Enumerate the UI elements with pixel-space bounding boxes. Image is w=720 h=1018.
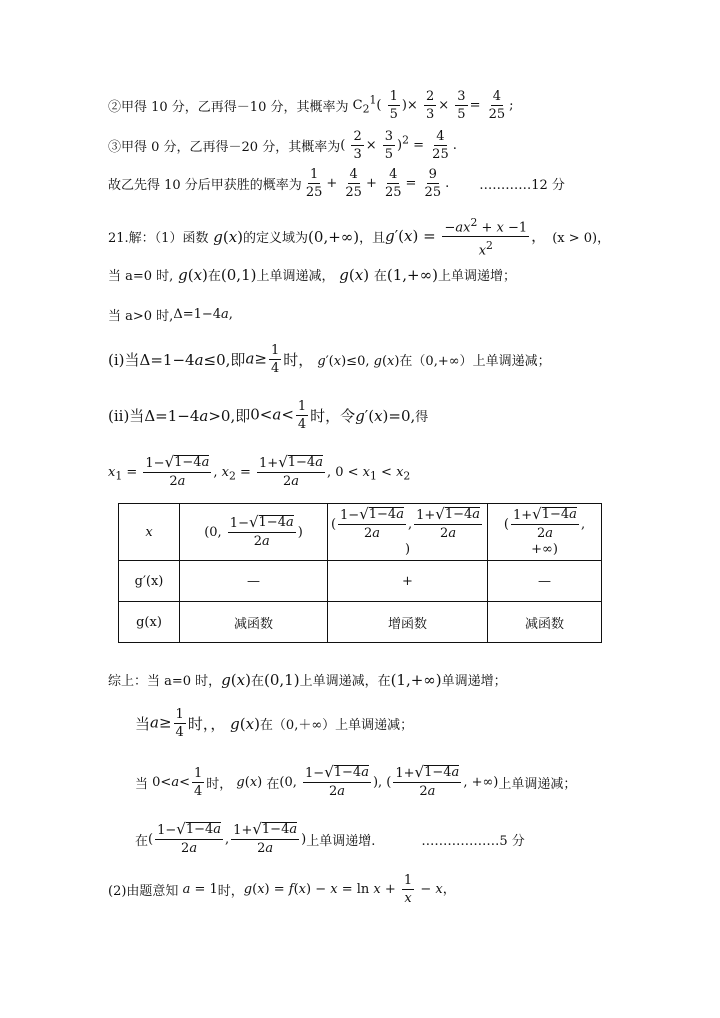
part2-lead: (2)由题意知	[108, 884, 179, 899]
summary-2-cond: a≥ $\frac{1}{4}$	[150, 707, 184, 740]
table-row	[119, 602, 602, 643]
monotone-cell: 减函数	[180, 602, 328, 643]
domain-interval: (0,+∞)	[308, 227, 360, 246]
g-of-x: g(x)	[213, 227, 244, 246]
part2-t1: 时，	[217, 884, 244, 899]
case-i-mid: 即	[230, 351, 246, 369]
case-a0-in: 在	[207, 269, 221, 284]
summary-3-cond: 0<a< $\frac{1}{4}$	[148, 766, 203, 799]
summary-4-lead: 在	[135, 834, 149, 849]
derivative-formula: g′(x) = $\frac{-ax^2 + x -1}{x^2}$ ，	[385, 216, 547, 259]
summary-line-1	[108, 670, 507, 689]
g-of-x-s3: g(x)	[236, 775, 267, 790]
case-ii-end: 得	[415, 410, 429, 425]
roots-line	[108, 455, 410, 490]
g-of-x-a0: g(x)	[178, 265, 208, 284]
case-i-line	[108, 342, 551, 377]
interval-1-inf-s: (1,+∞)	[390, 670, 442, 689]
interval-col-1: (0, 1− √ 1−4a 2a )	[180, 504, 328, 561]
prob-line-3-text: ③甲得 0 分，乙再得－20 分，其概率为	[108, 140, 341, 155]
case-i-delta: Δ=1−4a≤0,	[139, 350, 231, 369]
prob-line-2	[108, 88, 514, 123]
case-apos-line	[108, 305, 233, 324]
part2-line	[108, 872, 456, 907]
summary-2-lead: 当	[135, 715, 151, 733]
summary-1-t2: 上单调递减，在	[299, 674, 391, 689]
summary-1-t1: 在	[250, 674, 264, 689]
summary-3-t2: 在	[266, 777, 280, 792]
g-of-x-s1: g(x)	[221, 670, 251, 689]
prob-total-formula: $\frac{1}{25}$ + $\frac{4}{25}$ + $\frac{4}{25}$ = $\frac{9}{25}$ .	[305, 167, 450, 200]
table-row	[119, 504, 602, 561]
interval-col-3: ( 1+ √ 1−4a 2a , +∞)	[488, 504, 602, 561]
prob-line-2-formula: $C_2^1$( $\frac{1}{5}$ )× $\frac{2}{3}$ × $\frac{3}{5}$ = $\frac{4}{25}$ ;	[348, 89, 514, 122]
case-a0-dec: 上单调递减，	[256, 269, 335, 284]
prob-line-3	[108, 128, 457, 163]
interval-1-inf: (1,+∞)	[386, 265, 438, 284]
summary-line-2	[135, 706, 413, 741]
q21-domain-text: 的定义域为	[243, 231, 309, 247]
case-i-head: (i)当	[108, 351, 140, 369]
summary-3-t3: 上单调递减；	[498, 777, 577, 792]
delta-formula: Δ=1−4a,	[173, 307, 233, 322]
q21-condition: (x > 0)，	[552, 231, 611, 247]
derivative-row-label: g′(x)	[119, 561, 180, 602]
case-ii-cond: 0<a< $\frac{1}{4}$	[250, 399, 307, 432]
prob-line-2-text: ②甲得 10 分，乙再得－10 分，其概率为	[108, 100, 349, 115]
prob-total-text: 故乙先得 10 分后甲获胜的概率为	[108, 178, 302, 193]
summary-2-t1: 时，，	[187, 715, 226, 733]
summary-4-interval: ( 1− √ 1−4a 2a , 1+ √ 1−4a 2a )	[148, 820, 307, 856]
case-i-result: g′(x)≤0, g(x)在（0,+∞）	[317, 354, 473, 369]
sign-cell: —	[488, 561, 602, 602]
score-mark-12: …………12 分	[479, 178, 565, 193]
q21-head: 21.解：（1）函数	[108, 231, 209, 247]
summary-3-intervals: (0, 1− √ 1−4a 2a ), ( 1+ √ 1−4a 2a , +∞)	[279, 763, 499, 799]
g-of-x-s2: g(x)	[230, 714, 260, 733]
case-i-tail: 时，	[283, 351, 314, 369]
summary-4-t1: 上单调递增.	[306, 834, 376, 849]
case-ii-line	[108, 398, 428, 433]
case-ii-eq: g′(x)=0,	[355, 406, 416, 425]
table-row	[119, 561, 602, 602]
prob-line-3-formula: ( $\frac{2}{3}$ × $\frac{3}{5}$ )$^2$ = $\frac{4}{25}$ .	[340, 129, 457, 162]
q21-and: ，且	[359, 231, 386, 247]
score-mark-5: ………………5 分	[421, 834, 525, 849]
roots-formula: $x_1$ = 1− √ 1−4a 2a , $x_2$ = 1+ √ 1−4a 2a , $0 < x_1 < x_2$	[108, 453, 411, 489]
case-a0-inc: 上单调递增；	[437, 269, 516, 284]
summary-1-lead: 综上：当 a=0 时，	[108, 674, 222, 689]
q21-line	[108, 214, 610, 260]
case-ii-mid: 即	[235, 407, 251, 425]
monotone-cell: 减函数	[488, 602, 602, 643]
sign-cell: —	[180, 561, 328, 602]
case-i-end: 上单调递减；	[472, 354, 551, 369]
summary-line-3	[135, 765, 576, 800]
case-ii-delta: Δ=1−4a>0,	[144, 406, 236, 425]
g-of-x-a0-b: g(x)	[339, 265, 374, 284]
part2-formula: g(x) = f(x) − x = ln x + $\frac{1}{x}$ − x，	[243, 873, 456, 906]
case-ii-head: (ii)当	[108, 407, 145, 425]
function-row-label: g(x)	[119, 602, 180, 643]
summary-line-4	[135, 822, 525, 857]
table-x-header: x	[119, 504, 180, 561]
summary-3-t1: 时，	[206, 777, 233, 792]
case-a0-in-2: 在	[373, 269, 387, 284]
sign-cell: +	[328, 561, 488, 602]
interval-0-1: (0,1)	[220, 265, 257, 284]
summary-1-t3: 单调递增；	[441, 674, 507, 689]
case-apos-text: 当 a>0 时,	[108, 309, 174, 324]
monotone-cell: 增函数	[328, 602, 488, 643]
case-a0-line	[108, 265, 516, 284]
part2-a: a = 1	[182, 882, 218, 897]
interval-col-2: ( 1− √ 1−4a 2a , 1+ √ 1−4a 2a )	[328, 504, 488, 561]
summary-3-lead: 当	[135, 777, 149, 792]
monotonicity-table	[118, 503, 602, 643]
prob-total-line	[108, 166, 565, 201]
summary-2-t2: 在（0,＋∞）上单调递减；	[259, 718, 414, 733]
case-ii-tail: 时，令	[310, 407, 356, 425]
interval-0-1-s: (0,1)	[264, 670, 300, 689]
case-a0-lead: 当 a=0 时,	[108, 269, 174, 284]
case-i-cond: a≥ $\frac{1}{4}$	[245, 343, 280, 376]
